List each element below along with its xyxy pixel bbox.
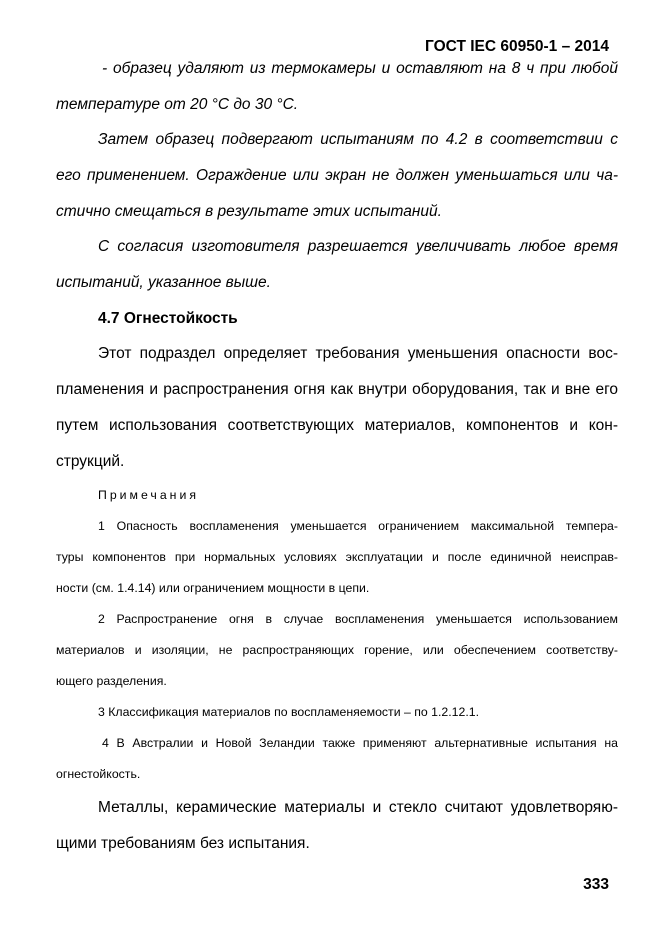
text-line: струкций. <box>56 453 125 470</box>
text-line: Этот подраздел определяет требования уменьшения опасности вос- <box>98 345 618 362</box>
note-1 <box>56 519 618 595</box>
text-line: Затем образец подвергают испытаниям по 4.2 в соответствии с <box>98 131 618 148</box>
note-4 <box>56 736 618 781</box>
text-line: - образец удаляют из термокамеры и оставляют на 8 ч при любой <box>102 60 618 77</box>
notes-heading: Примечания <box>98 488 199 502</box>
text-line: туры компонентов при нормальных условиях эксплуатации и после единичной неисправ- <box>56 550 618 564</box>
paragraph-fire-resistance <box>56 345 618 471</box>
paragraph-materials <box>56 799 618 853</box>
text-line: испытаний, указанное выше. <box>56 274 271 291</box>
text-line: 3 Классификация материалов по воспламеняемости – по 1.2.12.1. <box>98 705 480 719</box>
text-line: огнестойкость. <box>56 767 141 781</box>
text-line: стично смещаться в результате этих испытаний. <box>56 203 442 220</box>
paragraph-manufacturer-consent <box>56 238 618 292</box>
text-line: температуре от 20 °С до 30 °С. <box>56 96 299 113</box>
note-3 <box>56 705 618 719</box>
section-heading: 4.7 Огнестойкость <box>98 310 238 327</box>
standard-header: ГОСТ IEC 60950-1 – 2014 <box>425 38 609 55</box>
text-line: ющего разделения. <box>56 674 167 688</box>
text-line: 4 В Австралии и Новой Зеландии также применяют альтернативные испытания на <box>102 736 618 750</box>
text-line: 2 Распространение огня в случае воспламенения уменьшается использованием <box>98 612 618 626</box>
text-line: 1 Опасность воспламенения уменьшается ограничением максимальной темпера- <box>98 519 618 533</box>
text-line: пламенения и распространения огня как внутри оборудования, так и вне его <box>56 381 618 398</box>
page-number: 333 <box>583 876 609 893</box>
text-line: его применением. Ограждение или экран не должен уменьшаться или ча- <box>56 167 618 184</box>
text-line: путем использования соответствующих материалов, компонентов и кон- <box>56 417 618 434</box>
note-2 <box>56 612 618 688</box>
text-line: Металлы, керамические материалы и стекло считают удовлетворяю- <box>98 799 618 816</box>
text-line: материалов и изоляции, не распространяющих горение, или обеспечением соответству- <box>56 643 618 657</box>
paragraph-testing <box>56 131 618 221</box>
text-line: С согласия изготовителя разрешается увеличивать любое время <box>98 238 618 255</box>
text-line: ности (см. 1.4.14) или ограничением мощности в цепи. <box>56 581 370 595</box>
paragraph-sample-removal <box>56 60 618 114</box>
text-line: щими требованиям без испытания. <box>56 835 310 852</box>
